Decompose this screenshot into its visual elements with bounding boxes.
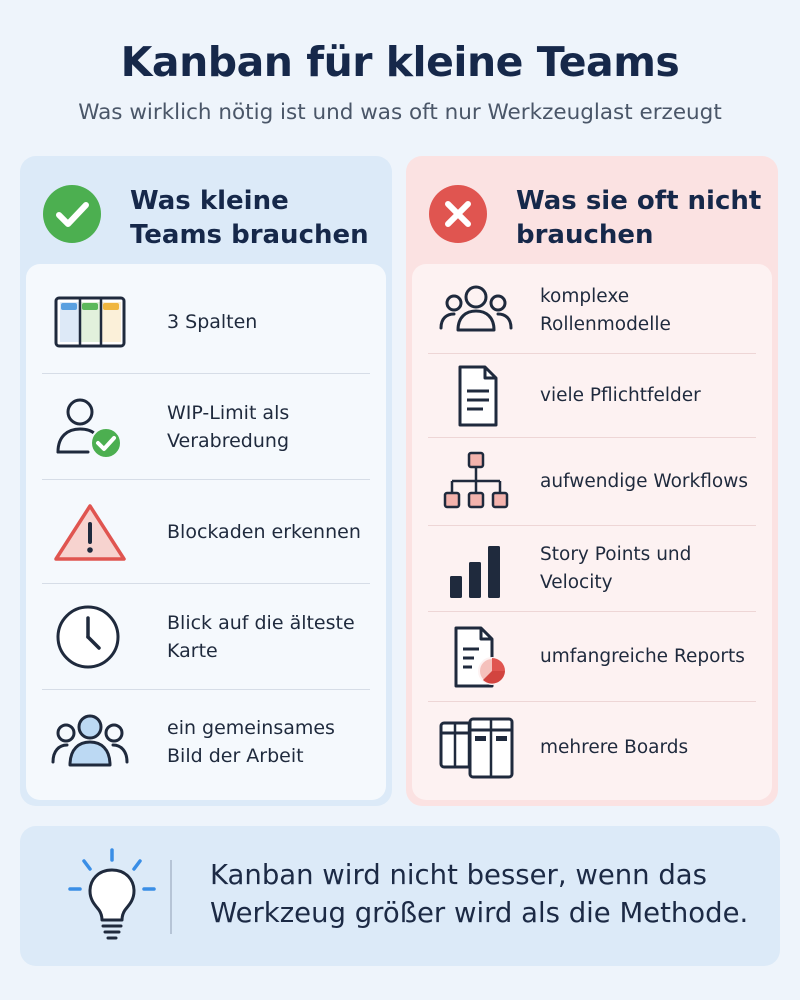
- list-item-label: aufwendige Workflows: [540, 470, 748, 492]
- lightbulb-icon: [62, 846, 162, 946]
- list-item: [428, 612, 756, 702]
- list-item: [428, 438, 756, 526]
- list-item: [42, 374, 370, 480]
- needs-panel-title: Was kleine Teams brauchen: [130, 186, 369, 250]
- key-takeaway: [20, 826, 780, 966]
- list-item-label: mehrere Boards: [540, 737, 689, 758]
- needs-panel: [20, 156, 392, 806]
- list-item-label: viele Pflichtfelder: [540, 384, 701, 406]
- clock-icon: [50, 602, 130, 672]
- list-item-label: WIP-Limit als Verabredung: [167, 401, 290, 452]
- document-icon: [436, 361, 516, 431]
- not-needed-panel-header: [406, 156, 778, 264]
- list-item-label: 3 Spalten: [167, 310, 258, 333]
- needs-list: [26, 264, 386, 800]
- not-needed-panel-title: Was sie oft nicht brauchen: [516, 186, 762, 250]
- list-item: [428, 354, 756, 438]
- needs-panel-header: [20, 156, 392, 264]
- bar-chart-icon: [436, 534, 516, 604]
- boards-icon: [436, 713, 516, 783]
- list-item: [428, 702, 756, 794]
- page-title: Kanban für kleine Teams: [120, 38, 680, 86]
- divider: [170, 860, 172, 934]
- list-item-label: umfangreiche Reports: [540, 645, 745, 667]
- list-item-label: Blick auf die älteste Karte: [167, 611, 355, 662]
- team-icon: [50, 707, 130, 777]
- kanban-columns-icon: [50, 287, 130, 357]
- list-item: [428, 526, 756, 612]
- list-item: [42, 690, 370, 794]
- cross-icon: [428, 184, 488, 244]
- check-icon: [42, 184, 102, 244]
- roles-icon: [436, 276, 516, 346]
- warning-icon: [50, 497, 130, 567]
- not-needed-panel: [406, 156, 778, 806]
- report-icon: [436, 622, 516, 692]
- user-check-icon: [50, 392, 130, 462]
- list-item-label: Blockaden erkennen: [167, 520, 361, 543]
- not-needed-list: [412, 264, 772, 800]
- list-item-label: Story Points und Velocity: [540, 543, 692, 593]
- list-item: [42, 480, 370, 584]
- list-item: [42, 270, 370, 374]
- page-subtitle: Was wirklich nötig ist und was oft nur Werkzeuglast erzeugt: [78, 100, 722, 125]
- list-item: [428, 268, 756, 354]
- list-item-label: komplexe Rollenmodelle: [540, 285, 671, 335]
- list-item: [42, 584, 370, 690]
- workflow-icon: [436, 447, 516, 517]
- takeaway-text: Kanban wird nicht besser, wenn das Werkzeug größer wird als die Methode.: [210, 859, 749, 929]
- list-item-label: ein gemeinsames Bild der Arbeit: [167, 717, 335, 767]
